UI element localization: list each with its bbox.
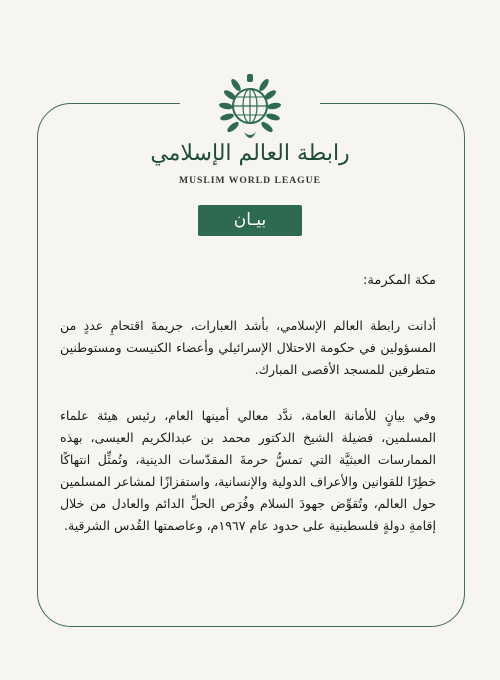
english-wordmark: MUSLIM WORLD LEAGUE (179, 175, 321, 186)
dateline: مكة المكرمة: (363, 273, 436, 288)
globe-crescent-wreath-icon (216, 72, 284, 146)
statement-paragraph-2: وفي بيانٍ للأمانة العامة، ندَّد معالي أمينها العام، رئيس هيئة علماء المسلمين، فضيلة الشيخ الدكتور محمد بن عبدالكريم العيسى، بهذه الممارسات العبثيَّة التي تمسُّ حرمةَ المقدّسات الدينية، وتُمثِّل انتهاكًا خطِرًا للقوانين والأعراف الدولية والإنسانية، واستفزازًا لمشاعر المسلمين حول العالم، وتُقوِّض جهودَ السلام وفُرَص الحلِّ الدائم والعادل من خلال إقامةِ دولةٍ فلسطينية على حدود عام ١٩٦٧م، وعاصمتها القُدس الشرقية. (60, 408, 436, 533)
arabic-wordmark: رابطة العالم الإسلامي (150, 141, 350, 166)
statement-title-badge: بيـان (198, 205, 302, 236)
statement-paragraph-1: أدانت رابطة العالم الإسلامي، بأشد العبارات، جريمةَ اقتحامِ عددٍ من المسؤولين في حكومة الاحتلال الإسرائيلي وأعضاء الكنيست ومستوطنين متطرفين للمسجد الأقصى المبارك. (60, 318, 436, 377)
